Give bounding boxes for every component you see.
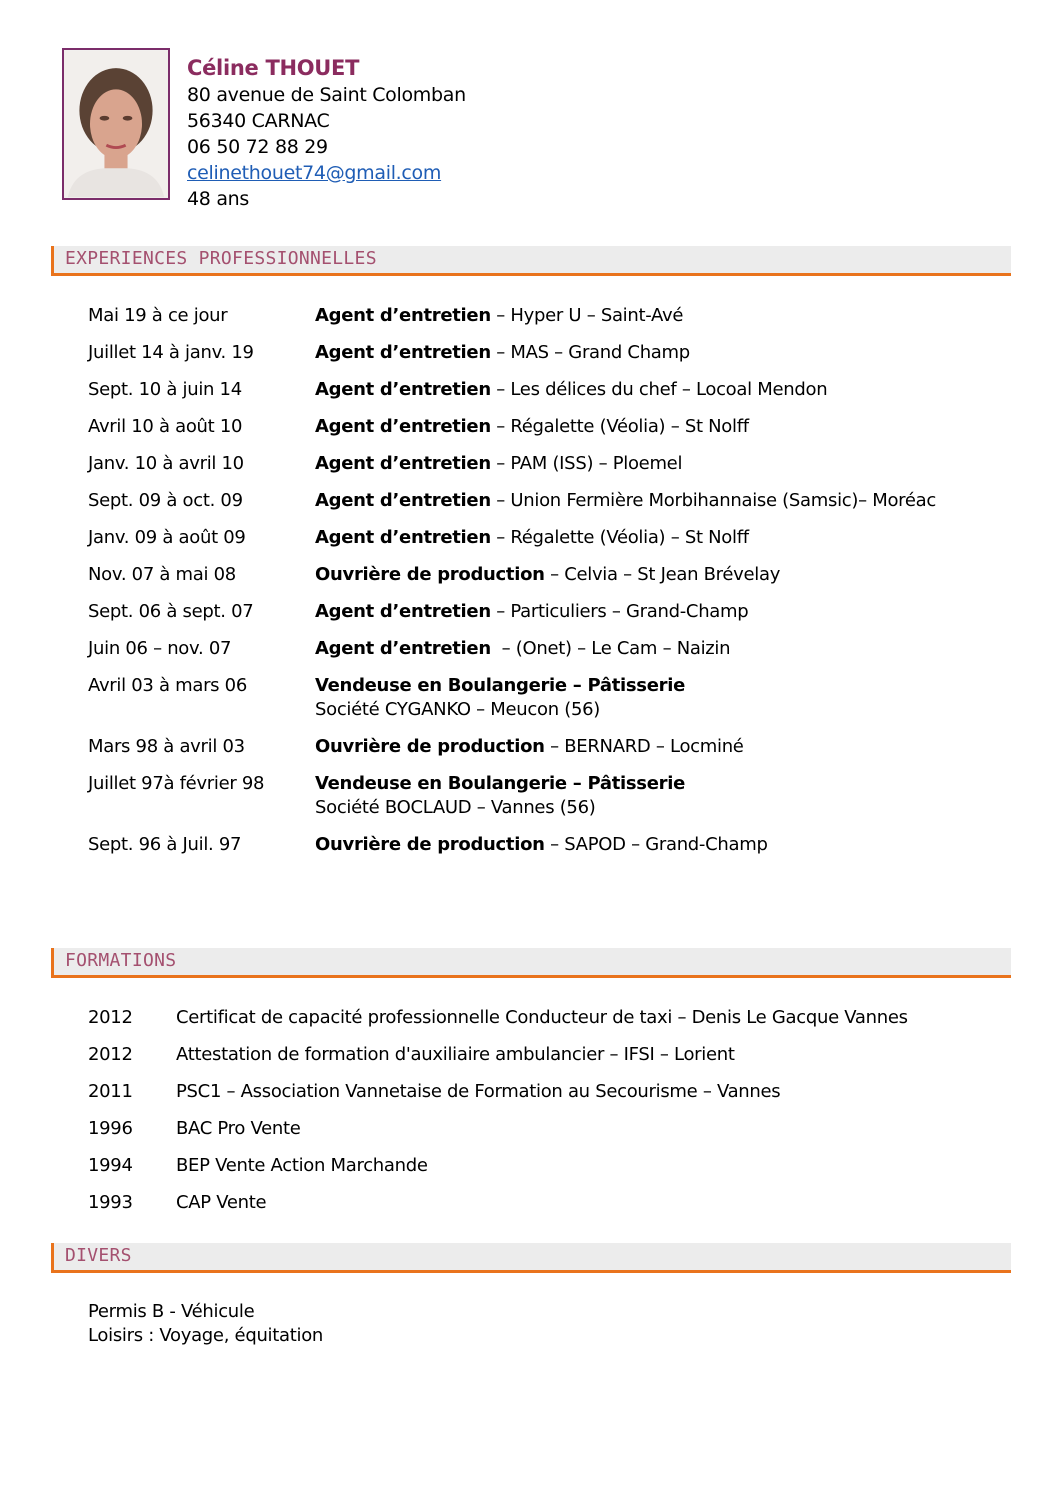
job-title: Agent d’entretien bbox=[315, 638, 491, 659]
experience-description bbox=[315, 772, 685, 820]
employer-location: – PAM (ISS) – Ploemel bbox=[490, 453, 683, 474]
formation-year: 1993 bbox=[88, 1192, 133, 1213]
experience-row bbox=[88, 304, 988, 328]
job-title: Agent d’entretien bbox=[315, 379, 491, 400]
employer-location: – BERNARD – Locminé bbox=[544, 736, 744, 757]
age-line: 48 ans bbox=[187, 188, 250, 210]
experience-description bbox=[315, 304, 683, 328]
formation-title: CAP Vente bbox=[176, 1192, 267, 1213]
experience-date: Juillet 14 à janv. 19 bbox=[88, 342, 254, 363]
experience-description bbox=[315, 637, 730, 661]
experience-date: Mars 98 à avril 03 bbox=[88, 736, 245, 757]
experience-description bbox=[315, 415, 749, 439]
job-title: Agent d’entretien bbox=[315, 601, 491, 622]
job-title: Agent d’entretien bbox=[315, 416, 491, 437]
experience-description bbox=[315, 489, 936, 513]
formation-row bbox=[88, 1191, 1008, 1215]
job-title: Vendeuse en Boulangerie – Pâtisserie bbox=[315, 675, 685, 696]
formation-title: BEP Vente Action Marchande bbox=[176, 1155, 428, 1176]
formation-row bbox=[88, 1154, 1008, 1178]
formation-row bbox=[88, 1006, 1008, 1030]
job-title: Agent d’entretien bbox=[315, 490, 491, 511]
experience-row bbox=[88, 674, 988, 722]
experience-date: Mai 19 à ce jour bbox=[88, 305, 228, 326]
experience-date: Sept. 09 à oct. 09 bbox=[88, 490, 243, 511]
job-title: Agent d’entretien bbox=[315, 305, 491, 326]
job-title: Ouvrière de production bbox=[315, 736, 545, 757]
experience-date: Avril 03 à mars 06 bbox=[88, 675, 247, 696]
experience-row bbox=[88, 772, 988, 820]
employer-location: – Union Fermière Morbihannaise (Samsic)– Moréac bbox=[490, 490, 936, 511]
experience-row bbox=[88, 489, 988, 513]
formation-title: Attestation de formation d'auxiliaire ambulancier – IFSI – Lorient bbox=[176, 1044, 735, 1065]
phone-number: 06 50 72 88 29 bbox=[187, 136, 328, 158]
employer-location: – Celvia – St Jean Brévelay bbox=[544, 564, 781, 585]
experience-row bbox=[88, 526, 988, 550]
formation-title: Certificat de capacité professionnelle Conducteur de taxi – Denis Le Gacque Vannes bbox=[176, 1007, 908, 1028]
formation-year: 2012 bbox=[88, 1007, 133, 1028]
section-title: EXPERIENCES PROFESSIONNELLES bbox=[65, 248, 377, 269]
experience-row bbox=[88, 735, 988, 759]
section-header-formations bbox=[51, 948, 1011, 978]
employer-location: – Régalette (Véolia) – St Nolff bbox=[490, 527, 749, 548]
job-title: Agent d’entretien bbox=[315, 527, 491, 548]
experience-description bbox=[315, 600, 748, 624]
experience-description bbox=[315, 735, 744, 759]
experience-row bbox=[88, 415, 988, 439]
profile-photo bbox=[62, 48, 170, 200]
experience-row bbox=[88, 378, 988, 402]
experience-date: Sept. 96 à Juil. 97 bbox=[88, 834, 242, 855]
city-line: 56340 CARNAC bbox=[187, 110, 330, 132]
formation-row bbox=[88, 1117, 1008, 1141]
experience-row bbox=[88, 833, 988, 857]
job-title: Agent d’entretien bbox=[315, 342, 491, 363]
experience-date: Juin 06 – nov. 07 bbox=[88, 638, 232, 659]
experience-row bbox=[88, 341, 988, 365]
formation-title: BAC Pro Vente bbox=[176, 1118, 301, 1139]
experience-row bbox=[88, 600, 988, 624]
email-link[interactable]: celinethouet74@gmail.com bbox=[187, 162, 442, 184]
section-title: DIVERS bbox=[65, 1245, 132, 1266]
formation-year: 1994 bbox=[88, 1155, 133, 1176]
job-title: Vendeuse en Boulangerie – Pâtisserie bbox=[315, 773, 685, 794]
employer-line: Société CYGANKO – Meucon (56) bbox=[315, 699, 600, 720]
job-title: Agent d’entretien bbox=[315, 453, 491, 474]
experience-row bbox=[88, 452, 988, 476]
employer-line: Société BOCLAUD – Vannes (56) bbox=[315, 797, 596, 818]
candidate-name: Céline THOUET bbox=[187, 56, 360, 80]
experience-description bbox=[315, 452, 682, 476]
section-header-experience bbox=[51, 246, 1011, 276]
employer-location: – Hyper U – Saint-Avé bbox=[490, 305, 684, 326]
employer-location: – Les délices du chef – Locoal Mendon bbox=[490, 379, 828, 400]
formation-year: 2011 bbox=[88, 1081, 133, 1102]
experience-date: Sept. 06 à sept. 07 bbox=[88, 601, 254, 622]
job-title: Ouvrière de production bbox=[315, 834, 545, 855]
section-title: FORMATIONS bbox=[65, 950, 177, 971]
experience-description bbox=[315, 526, 749, 550]
experience-date: Juillet 97à février 98 bbox=[88, 773, 265, 794]
experience-date: Nov. 07 à mai 08 bbox=[88, 564, 236, 585]
employer-location: – Régalette (Véolia) – St Nolff bbox=[490, 416, 749, 437]
loisirs-line: Loisirs : Voyage, équitation bbox=[88, 1325, 324, 1346]
experience-description bbox=[315, 341, 690, 365]
employer-location: – (Onet) – Le Cam – Naizin bbox=[490, 638, 731, 659]
formation-row bbox=[88, 1080, 1008, 1104]
experience-description bbox=[315, 378, 827, 402]
portrait-image bbox=[64, 50, 168, 198]
employer-location: – Particuliers – Grand-Champ bbox=[490, 601, 749, 622]
experience-description bbox=[315, 674, 685, 722]
experience-date: Janv. 09 à août 09 bbox=[88, 527, 246, 548]
experience-description bbox=[315, 833, 768, 857]
address-line: 80 avenue de Saint Colomban bbox=[187, 84, 466, 106]
experience-date: Janv. 10 à avril 10 bbox=[88, 453, 244, 474]
experience-date: Sept. 10 à juin 14 bbox=[88, 379, 242, 400]
formation-year: 1996 bbox=[88, 1118, 133, 1139]
contact-header bbox=[187, 54, 466, 212]
permis-line: Permis B - Véhicule bbox=[88, 1301, 255, 1322]
experience-date: Avril 10 à août 10 bbox=[88, 416, 243, 437]
employer-location: – MAS – Grand Champ bbox=[490, 342, 690, 363]
formation-row bbox=[88, 1043, 1008, 1067]
experience-description bbox=[315, 563, 780, 587]
formation-year: 2012 bbox=[88, 1044, 133, 1065]
experience-row bbox=[88, 563, 988, 587]
employer-location: – SAPOD – Grand-Champ bbox=[544, 834, 768, 855]
divers-block bbox=[88, 1300, 323, 1348]
formation-title: PSC1 – Association Vannetaise de Formation au Secourisme – Vannes bbox=[176, 1081, 781, 1102]
job-title: Ouvrière de production bbox=[315, 564, 545, 585]
section-header-divers bbox=[51, 1243, 1011, 1273]
experience-row bbox=[88, 637, 988, 661]
